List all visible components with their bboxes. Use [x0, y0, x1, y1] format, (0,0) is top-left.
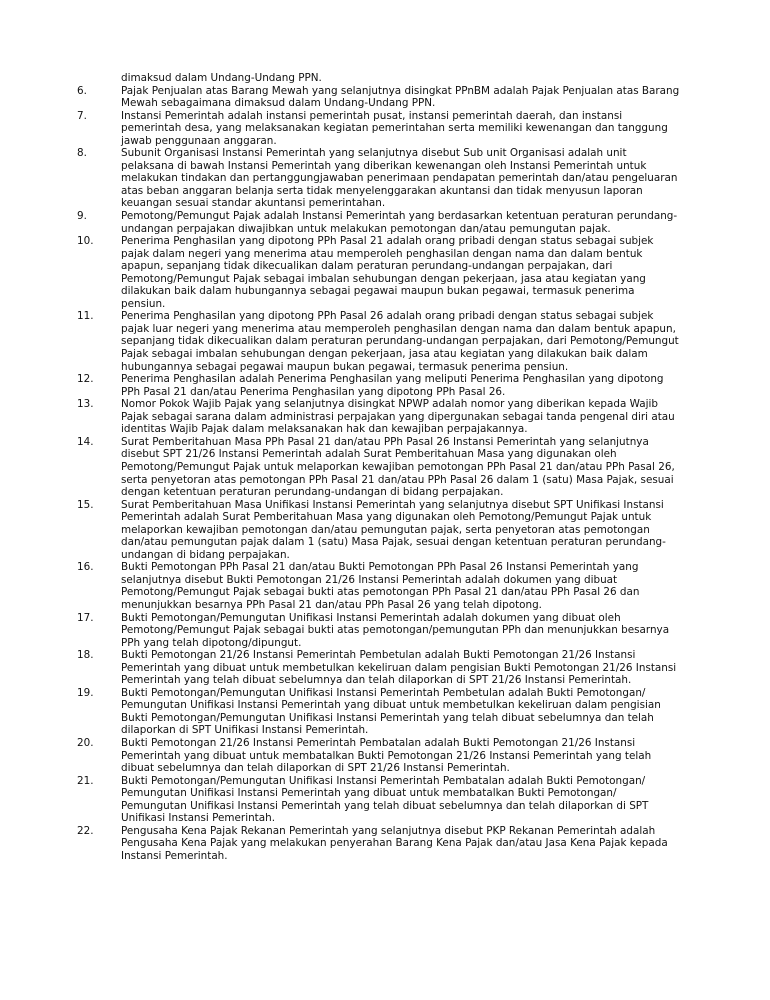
definition-item — [0, 737, 770, 775]
definition-item — [0, 110, 770, 148]
item-text: Bukti Pemotongan/Pemungutan Unifikasi Instansi Pemerintah Pembatalan adalah Bukti Pemotongan/ Pemungutan Unifikasi Instansi Pemerintah yang dibuat untuk membatalkan Bukti Pemotongan/ Pemungutan Unifikasi Instansi Pemerintah yang telah dibuat sebelumnya dan telah dilaporkan di SPT Unifikasi Instansi Pemerintah. — [121, 774, 649, 825]
definition-item — [0, 825, 770, 863]
definition-item — [0, 649, 770, 687]
item-number: 12. — [77, 373, 94, 386]
item-text: Bukti Pemotongan/Pemungutan Unifikasi Instansi Pemerintah adalah dokumen yang dibuat oleh Pemotong/Pemungut Pajak sebagai bukti atas pemotongan/pemungutan PPh dan menunjukkan besarnya PPh yang telah dipotong/dipungut. — [121, 611, 670, 649]
item-text: Bukti Pemotongan 21/26 Instansi Pemerintah Pembatalan adalah Bukti Pemotongan 21/26 Instansi Pemerintah yang dibuat untuk membatalkan Bukti Pemotongan 21/26 Instansi Pemerintah yang telah dibuat sebelumnya dan telah dilaporkan di SPT 21/26 Instansi Pemerintah. — [121, 736, 652, 775]
definition-item — [0, 499, 770, 562]
definition-item — [0, 612, 770, 650]
item-number: 13. — [77, 398, 94, 411]
item-text: Pajak Penjualan atas Barang Mewah yang selanjutnya disingkat PPnBM adalah Pajak Penjualan atas Barang Mewah sebagaimana dimaksud dalam Undang-Undang PPN. — [121, 84, 680, 110]
item-number: 14. — [77, 435, 94, 448]
item-text: Penerima Penghasilan adalah Penerima Penghasilan yang meliputi Penerima Penghasilan yang dipotong PPh Pasal 21 dan/atau Penerima Penghasilan yang dipotong PPh Pasal 26. — [121, 373, 664, 398]
item-number: 19. — [77, 686, 94, 699]
item-number: 11. — [77, 310, 94, 323]
definition-item — [0, 436, 770, 499]
definition-item — [0, 147, 770, 210]
definition-item — [0, 775, 770, 825]
item-text: Penerima Penghasilan yang dipotong PPh Pasal 21 adalah orang pribadi dengan status sebagai subjek pajak dalam negeri yang menerima atau memperoleh penghasilan dengan nama dan dalam bentuk apapun, sepanjang tidak dikecualikan dalam peraturan perundang-undangan perpajakan, dari Pemotong/Pemungut Pajak sebagai imbalan sehubungan dengan pekerjaan, jasa atau kegiatan yang dilakukan baik dalam hubungannya sebagai pegawai maupun bukan pegawai, termasuk penerima pensiun. — [121, 235, 654, 310]
definition-item — [0, 687, 770, 737]
item-text: Instansi Pemerintah adalah instansi pemerintah pusat, instansi pemerintah daerah, dan instansi pemerintah desa, yang melaksanakan kegiatan pemerintahan serta memiliki kewenangan dan tanggung jawab penggunaan anggaran. — [121, 109, 668, 147]
item-number: 20. — [77, 736, 94, 749]
definition-list — [0, 85, 770, 863]
item-text: Pengusaha Kena Pajak Rekanan Pemerintah yang selanjutnya disebut PKP Rekanan Pemerintah adalah Pengusaha Kena Pajak yang melakukan penyerahan Barang Kena Pajak dan/atau Jasa Kena Pajak kepada Instansi Pemerintah. — [121, 824, 668, 862]
item-number: 22. — [77, 824, 94, 837]
item-number: 7. — [77, 109, 87, 122]
definition-item — [0, 373, 770, 398]
item-text: Bukti Pemotongan 21/26 Instansi Pemerintah Pembetulan adalah Bukti Pemotongan 21/26 Instansi Pemerintah yang dibuat untuk membetulkan kekeliruan dalam pengisian Bukti Pemotongan 21/26 Instansi Pemerintah yang telah dibuat sebelumnya dan telah dilaporkan di SPT 21/26 Instansi Pemerintah. — [121, 649, 677, 687]
definition-item — [0, 235, 770, 310]
document-page — [0, 72, 770, 862]
continuation-text: dimaksud dalam Undang-Undang PPN. — [121, 72, 322, 84]
item-number: 6. — [77, 84, 87, 97]
definition-item — [0, 210, 770, 235]
item-text: Bukti Pemotongan/Pemungutan Unifikasi Instansi Pemerintah Pembetulan adalah Bukti Pemotongan/ Pemungutan Unifikasi Instansi Pemerintah yang dibuat untuk membetulkan kekeliruan dalam pengisian Bukti Pemotongan/Pemungutan Unifikasi Instansi Pemerintah yang telah dibuat sebelumnya dan telah dilaporkan di SPT Unifikasi Instansi Pemerintah. — [121, 686, 661, 737]
item-number: 18. — [77, 649, 94, 662]
definition-item — [0, 398, 770, 436]
item-text: Subunit Organisasi Instansi Pemerintah yang selanjutnya disebut Sub unit Organisasi adalah unit pelaksana di bawah Instansi Pemerintah yang diberikan kewenangan oleh Instansi Pemerintah untuk melakukan tindakan dan pertanggungjawaban penerimaan pendapatan pemerintah dan/atau pengeluaran atas beban anggaran belanja serta tidak menyelenggarakan akuntansi dan tidak menyusun laporan keuangan sesuai standar akuntansi pemerintahan. — [121, 147, 678, 210]
definition-item — [0, 85, 770, 110]
item-number: 16. — [77, 561, 94, 574]
item-number: 8. — [77, 147, 87, 160]
item-text: Bukti Pemotongan PPh Pasal 21 dan/atau Bukti Pemotongan PPh Pasal 26 Instansi Pemerintah yang selanjutnya disebut Bukti Pemotongan 21/26 Instansi Pemerintah adalah dokumen yang dibuat Pemotong/Pemungut Pajak sebagai bukti atas pemotongan PPh Pasal 21 dan/atau PPh Pasal 26 dan menunjukkan besarnya PPh Pasal 21 dan/atau PPh Pasal 26 yang telah dipotong. — [121, 561, 640, 611]
item-number: 10. — [77, 235, 94, 248]
item-text: Surat Pemberitahuan Masa PPh Pasal 21 dan/atau PPh Pasal 26 Instansi Pemerintah yang selanjutnya disebut SPT 21/26 Instansi Pemerintah adalah Surat Pemberitahuan Masa yang digunakan oleh Pemotong/Pemungut Pajak untuk melaporkan kewajiban pemotongan PPh Pasal 21 dan/atau PPh Pasal 26, serta penyetoran atas pemotongan PPh Pasal 21 dan/atau PPh Pasal 26 dalam 1 (satu) Masa Pajak, sesuai dengan ketentuan peraturan perundang-undangan di bidang perpajakan. — [121, 435, 675, 499]
item-text: Surat Pemberitahuan Masa Unifikasi Instansi Pemerintah yang selanjutnya disebut SPT Unifikasi Instansi Pemerintah adalah Surat Pemberitahuan Masa yang digunakan oleh Pemotong/Pemungut Pajak untuk melaporkan kewajiban pemotongan dan/atau pemungutan pajak, serta penyetoran atas pemotongan dan/atau pemungutan pajak dalam 1 (satu) Masa Pajak, sesuai dengan ketentuan peraturan perundang-undangan di bidang perpajakan. — [121, 498, 666, 561]
item-number: 17. — [77, 611, 94, 624]
definition-item — [0, 310, 770, 373]
item-number: 15. — [77, 498, 94, 511]
item-text: Pemotong/Pemungut Pajak adalah Instansi Pemerintah yang berdasarkan ketentuan peraturan perundang-undangan perpajakan diwajibkan untuk melakukan pemotongan dan/atau pemungutan pajak. — [121, 210, 678, 235]
definition-item — [0, 561, 770, 611]
item-text: Nomor Pokok Wajib Pajak yang selanjutnya disingkat NPWP adalah nomor yang diberikan kepada Wajib Pajak sebagai sarana dalam administrasi perpajakan yang dipergunakan sebagai tanda pengenal diri atau identitas Wajib Pajak dalam melaksanakan hak dan kewajiban perpajakannya. — [121, 398, 675, 436]
item-text: Penerima Penghasilan yang dipotong PPh Pasal 26 adalah orang pribadi dengan status sebagai subjek pajak luar negeri yang menerima atau memperoleh penghasilan dengan nama dan dalam bentuk apapun, sepanjang tidak dikecualikan dalam peraturan perundang-undangan perpajakan, dari Pemotong/Pemungut Pajak sebagai imbalan sehubungan dengan pekerjaan, jasa atau kegiatan yang dilakukan baik dalam hubungannya sebagai pegawai maupun bukan pegawai, termasuk penerima pensiun. — [121, 310, 679, 373]
item-number: 21. — [77, 774, 94, 787]
item-number: 9. — [77, 210, 87, 223]
